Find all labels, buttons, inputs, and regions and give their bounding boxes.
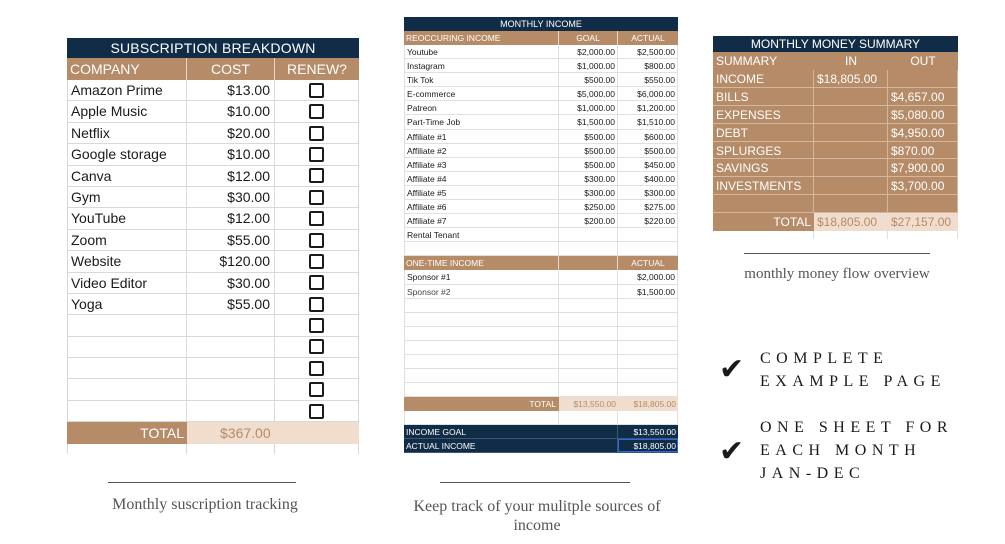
renew-cell	[275, 294, 359, 314]
cost-cell: $30.00	[187, 273, 275, 293]
subscription-total-label: TOTAL	[67, 422, 187, 444]
table-row	[404, 242, 678, 256]
table-row	[713, 159, 958, 177]
renew-cell	[275, 123, 359, 143]
feature-line: ONE SHEET FOR	[760, 419, 953, 436]
income-goal-value: $13,550.00	[633, 427, 676, 438]
summary-in-cell	[814, 195, 888, 213]
renew-checkbox[interactable]	[309, 318, 324, 333]
recurring-name-cell: Patreon	[404, 101, 559, 114]
table-row	[713, 142, 958, 160]
table-row	[404, 327, 678, 341]
recurring-name-cell: Affiliate #3	[404, 158, 559, 171]
renew-checkbox[interactable]	[309, 83, 324, 98]
company-cell: Zoom	[67, 230, 187, 250]
recurring-actual-cell	[618, 228, 678, 241]
company-cell	[67, 337, 187, 357]
header-actual: ACTUAL	[631, 33, 665, 43]
onetime-actual-cell	[618, 327, 678, 340]
recurring-name-cell: Affiliate #5	[404, 186, 559, 199]
table-row	[404, 341, 678, 355]
recurring-goal-cell	[559, 228, 618, 241]
cost-cell: $120.00	[187, 251, 275, 271]
feature-one-sheet	[760, 416, 953, 485]
table-row	[404, 383, 678, 397]
onetime-goal-cell	[559, 270, 618, 283]
summary-total-row	[713, 213, 958, 231]
table-row	[713, 88, 958, 106]
onetime-actual-cell	[618, 355, 678, 368]
renew-checkbox[interactable]	[309, 104, 324, 119]
recurring-name-cell: Rental Tenant	[404, 228, 559, 241]
recurring-actual-cell	[618, 242, 678, 255]
table-row	[404, 73, 678, 87]
header-in: IN	[845, 54, 857, 68]
recurring-goal-cell: $250.00	[559, 200, 618, 213]
onetime-actual-cell	[618, 313, 678, 326]
recurring-goal-cell: $1,500.00	[559, 115, 618, 128]
summary-label-cell: SAVINGS	[713, 159, 814, 177]
renew-checkbox[interactable]	[309, 233, 324, 248]
income-caption: Keep track of your mulitple sources of income	[413, 498, 661, 534]
recurring-goal-cell: $200.00	[559, 214, 618, 227]
summary-out-cell: $4,657.00	[888, 88, 958, 106]
summary-caption: monthly money flow overview	[744, 266, 930, 282]
renew-checkbox[interactable]	[309, 297, 324, 312]
company-cell: Website	[67, 251, 187, 271]
recurring-goal-cell: $500.00	[559, 158, 618, 171]
checkmark-icon: ✔	[719, 434, 745, 469]
recurring-actual-cell: $220.00	[618, 214, 678, 227]
table-row	[404, 200, 678, 214]
recurring-goal-cell: $500.00	[559, 130, 618, 143]
table-row	[67, 315, 359, 336]
table-row	[404, 313, 678, 327]
header-goal: GOAL	[559, 31, 618, 45]
cost-cell: $13.00	[187, 80, 275, 100]
summary-total-in: $18,805.00	[814, 213, 888, 231]
summary-out-cell: $4,950.00	[888, 124, 958, 142]
renew-cell	[275, 273, 359, 293]
summary-out-cell	[888, 195, 958, 213]
cost-cell: $20.00	[187, 123, 275, 143]
cost-cell: $12.00	[187, 208, 275, 228]
caption-divider	[744, 253, 930, 254]
table-row	[67, 401, 359, 422]
header-renew: RENEW?	[287, 61, 347, 77]
onetime-name-cell: Sponsor #1	[404, 270, 559, 283]
onetime-goal-cell	[559, 285, 618, 298]
renew-cell	[275, 208, 359, 228]
feature-line: JAN-DEC	[760, 465, 866, 482]
feature-complete-example	[760, 347, 946, 393]
onetime-actual-cell	[618, 383, 678, 396]
renew-cell	[275, 251, 359, 271]
header-onetime-blank	[559, 256, 618, 270]
recurring-goal-cell: $1,000.00	[559, 101, 618, 114]
renew-cell	[275, 337, 359, 357]
table-row	[404, 115, 678, 129]
table-row	[404, 369, 678, 383]
onetime-name-cell	[404, 341, 559, 354]
summary-in-cell	[814, 142, 888, 160]
onetime-actual-cell	[618, 369, 678, 382]
header-onetime: ONE-TIME INCOME	[404, 256, 559, 270]
header-summary: SUMMARY	[716, 54, 778, 68]
recurring-actual-cell: $400.00	[618, 172, 678, 185]
renew-cell	[275, 230, 359, 250]
recurring-goal-cell: $5,000.00	[559, 87, 618, 100]
onetime-goal-cell	[559, 341, 618, 354]
summary-in-cell: $18,805.00	[814, 70, 888, 88]
table-row	[67, 273, 359, 294]
summary-label-cell: EXPENSES	[713, 106, 814, 124]
onetime-goal-cell	[559, 369, 618, 382]
company-cell: Canva	[67, 166, 187, 186]
renew-checkbox[interactable]	[309, 361, 324, 376]
renew-checkbox[interactable]	[309, 339, 324, 354]
summary-title: MONTHLY MONEY SUMMARY	[713, 36, 958, 52]
renew-cell	[275, 358, 359, 378]
onetime-goal-cell	[559, 383, 618, 396]
summary-out-cell: $3,700.00	[888, 177, 958, 195]
cost-cell	[187, 358, 275, 378]
recurring-actual-cell: $1,510.00	[618, 115, 678, 128]
renew-cell	[275, 101, 359, 121]
table-row	[67, 358, 359, 379]
subscription-total-row	[67, 422, 359, 444]
cost-cell: $30.00	[187, 187, 275, 207]
table-row	[404, 355, 678, 369]
summary-in-cell	[814, 124, 888, 142]
header-onetime-actual: ACTUAL	[631, 258, 665, 269]
renew-cell	[275, 80, 359, 100]
table-row	[713, 106, 958, 124]
summary-out-cell	[888, 70, 958, 88]
subscription-header-row	[67, 58, 359, 80]
table-row	[713, 195, 958, 213]
onetime-goal-cell	[559, 327, 618, 340]
onetime-name-cell: Sponsor #2	[404, 285, 559, 298]
table-row	[404, 45, 678, 59]
income-goal-row	[404, 425, 678, 439]
table-row	[67, 80, 359, 101]
renew-checkbox[interactable]	[309, 190, 324, 205]
onetime-name-cell	[404, 355, 559, 368]
company-cell: Gym	[67, 187, 187, 207]
feature-line: COMPLETE	[760, 350, 889, 367]
subscription-title: SUBSCRIPTION BREAKDOWN	[67, 38, 359, 58]
actual-income-label: ACTUAL INCOME	[406, 441, 476, 452]
table-row	[404, 270, 678, 284]
cost-cell: $10.00	[187, 144, 275, 164]
checkmark-icon: ✔	[719, 352, 745, 387]
summary-table	[713, 36, 958, 239]
table-row	[67, 144, 359, 165]
recurring-name-cell	[404, 242, 559, 255]
company-cell: Google storage	[67, 144, 187, 164]
onetime-actual-cell: $1,500.00	[618, 285, 678, 298]
recurring-actual-cell: $500.00	[618, 144, 678, 157]
summary-label-cell: BILLS	[713, 88, 814, 106]
table-row	[713, 177, 958, 195]
table-row	[67, 251, 359, 272]
renew-checkbox[interactable]	[309, 211, 324, 226]
recurring-header-row	[404, 31, 678, 45]
header-company: COMPANY	[67, 58, 187, 80]
table-row	[404, 59, 678, 73]
cost-cell	[187, 337, 275, 357]
company-cell	[67, 401, 187, 421]
renew-checkbox[interactable]	[309, 168, 324, 183]
table-row	[67, 208, 359, 229]
company-cell: Netflix	[67, 123, 187, 143]
recurring-actual-cell: $1,200.00	[618, 101, 678, 114]
recurring-name-cell: E-commerce	[404, 87, 559, 100]
onetime-name-cell	[404, 369, 559, 382]
recurring-name-cell: Part-Time Job	[404, 115, 559, 128]
table-row	[404, 299, 678, 313]
table-row	[713, 124, 958, 142]
table-row	[67, 379, 359, 400]
cost-cell	[187, 401, 275, 421]
recurring-actual-cell: $2,500.00	[618, 45, 678, 58]
income-goal-label: INCOME GOAL	[406, 427, 466, 438]
company-cell	[67, 358, 187, 378]
onetime-actual-cell	[618, 341, 678, 354]
company-cell	[67, 315, 187, 335]
renew-checkbox[interactable]	[309, 147, 324, 162]
summary-total-out: $27,157.00	[888, 213, 958, 231]
table-row	[404, 144, 678, 158]
onetime-header-row	[404, 256, 678, 270]
table-row	[404, 186, 678, 200]
summary-label-cell: DEBT	[713, 124, 814, 142]
feature-line: EACH MONTH	[760, 442, 922, 459]
recurring-name-cell: Instagram	[404, 59, 559, 72]
recurring-actual-cell: $275.00	[618, 200, 678, 213]
onetime-name-cell	[404, 383, 559, 396]
summary-out-cell: $7,900.00	[888, 159, 958, 177]
table-row	[404, 158, 678, 172]
onetime-goal-cell	[559, 299, 618, 312]
income-total-actual: $18,805.00	[618, 397, 678, 411]
recurring-actual-cell: $600.00	[618, 130, 678, 143]
cost-cell	[187, 379, 275, 399]
company-cell: YouTube	[67, 208, 187, 228]
table-row	[67, 294, 359, 315]
table-row	[67, 101, 359, 122]
summary-out-cell: $5,080.00	[888, 106, 958, 124]
renew-cell	[275, 166, 359, 186]
recurring-goal-cell: $1,000.00	[559, 59, 618, 72]
table-row	[404, 228, 678, 242]
onetime-name-cell	[404, 327, 559, 340]
income-total-label: TOTAL	[529, 399, 556, 410]
table-row	[404, 101, 678, 115]
recurring-name-cell: Affiliate #1	[404, 130, 559, 143]
onetime-actual-cell	[618, 299, 678, 312]
summary-label-cell	[713, 195, 814, 213]
recurring-name-cell: Tik Tok	[404, 73, 559, 86]
caption-divider	[108, 482, 296, 483]
recurring-name-cell: Affiliate #2	[404, 144, 559, 157]
header-cost: COST	[187, 58, 275, 80]
recurring-goal-cell: $500.00	[559, 73, 618, 86]
subscription-total-value: $367.00	[220, 425, 271, 442]
table-row	[404, 130, 678, 144]
recurring-name-cell: Affiliate #4	[404, 172, 559, 185]
cost-cell	[187, 315, 275, 335]
header-out: OUT	[910, 54, 936, 68]
recurring-actual-cell: $450.00	[618, 158, 678, 171]
renew-cell	[275, 315, 359, 335]
caption-divider	[440, 482, 630, 483]
table-row	[67, 230, 359, 251]
summary-label-cell: INCOME	[713, 70, 814, 88]
renew-checkbox[interactable]	[309, 275, 324, 290]
cost-cell: $10.00	[187, 101, 275, 121]
recurring-goal-cell	[559, 242, 618, 255]
recurring-goal-cell: $300.00	[559, 186, 618, 199]
onetime-goal-cell	[559, 313, 618, 326]
summary-in-cell	[814, 88, 888, 106]
recurring-goal-cell: $300.00	[559, 172, 618, 185]
table-row	[713, 70, 958, 88]
recurring-goal-cell: $2,000.00	[559, 45, 618, 58]
cost-cell: $12.00	[187, 166, 275, 186]
renew-cell	[275, 187, 359, 207]
summary-in-cell	[814, 159, 888, 177]
income-total-goal: $13,550.00	[559, 397, 618, 411]
table-row	[404, 172, 678, 186]
table-row	[404, 214, 678, 228]
summary-in-cell	[814, 106, 888, 124]
recurring-actual-cell: $300.00	[618, 186, 678, 199]
summary-total-label: TOTAL	[713, 213, 814, 231]
table-row	[404, 285, 678, 299]
summary-out-cell: $870.00	[888, 142, 958, 160]
company-cell: Yoga	[67, 294, 187, 314]
onetime-goal-cell	[559, 355, 618, 368]
renew-checkbox[interactable]	[309, 254, 324, 269]
onetime-name-cell	[404, 299, 559, 312]
income-title: MONTHLY INCOME	[404, 17, 678, 31]
onetime-name-cell	[404, 313, 559, 326]
table-row	[67, 187, 359, 208]
company-cell: Apple Music	[67, 101, 187, 121]
renew-checkbox[interactable]	[309, 382, 324, 397]
cost-cell: $55.00	[187, 294, 275, 314]
summary-label-cell: INVESTMENTS	[713, 177, 814, 195]
recurring-name-cell: Affiliate #6	[404, 200, 559, 213]
income-total-row	[404, 397, 678, 411]
recurring-actual-cell: $800.00	[618, 59, 678, 72]
company-cell: Video Editor	[67, 273, 187, 293]
onetime-actual-cell: $2,000.00	[618, 270, 678, 283]
actual-income-row	[404, 439, 678, 453]
cost-cell: $55.00	[187, 230, 275, 250]
recurring-goal-cell: $500.00	[559, 144, 618, 157]
table-row	[67, 166, 359, 187]
actual-income-value-cell[interactable]: $18,805.00	[618, 439, 678, 452]
header-recurring: REOCCURING INCOME	[404, 31, 559, 45]
table-row	[67, 337, 359, 358]
summary-in-cell	[814, 177, 888, 195]
table-row	[404, 87, 678, 101]
recurring-name-cell: Affiliate #7	[404, 214, 559, 227]
recurring-actual-cell: $550.00	[618, 73, 678, 86]
summary-header-row	[713, 52, 958, 70]
renew-cell	[275, 401, 359, 421]
summary-label-cell: SPLURGES	[713, 142, 814, 160]
recurring-actual-cell: $6,000.00	[618, 87, 678, 100]
table-row	[67, 123, 359, 144]
company-cell	[67, 379, 187, 399]
feature-line: EXAMPLE PAGE	[760, 373, 946, 390]
subscription-caption: Monthly suscription tracking	[112, 496, 298, 513]
renew-checkbox[interactable]	[309, 404, 324, 419]
subscription-table	[67, 38, 359, 454]
income-table	[404, 17, 678, 453]
renew-cell	[275, 144, 359, 164]
renew-checkbox[interactable]	[309, 126, 324, 141]
company-cell: Amazon Prime	[67, 80, 187, 100]
recurring-name-cell: Youtube	[404, 45, 559, 58]
renew-cell	[275, 379, 359, 399]
